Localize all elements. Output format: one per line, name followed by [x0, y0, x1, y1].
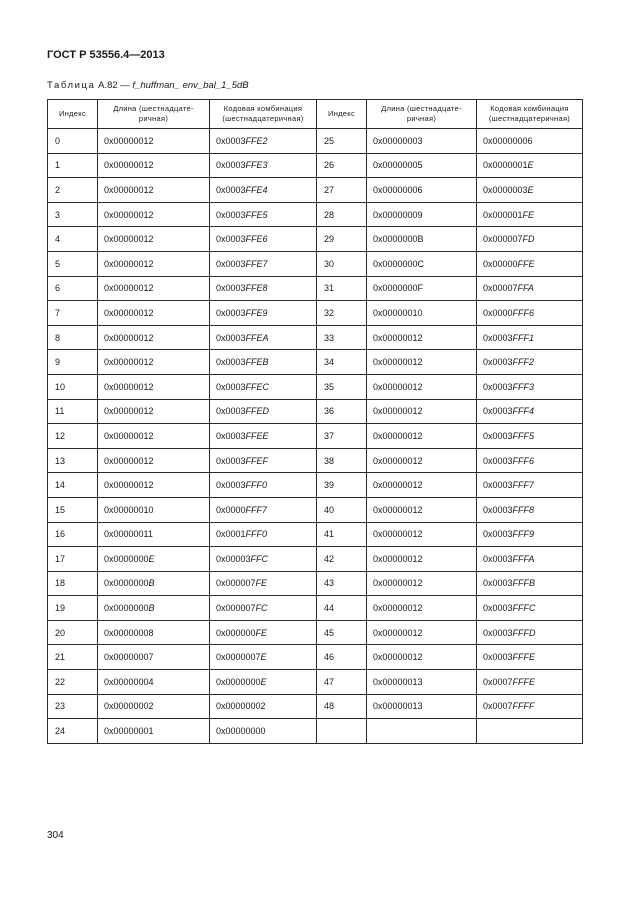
table-row [48, 301, 583, 326]
index-cell: 40 [317, 497, 367, 522]
index-cell: 35 [317, 374, 367, 399]
code-cell [477, 719, 583, 744]
code-prefix: 0x0003 [483, 603, 513, 614]
code-prefix: 0x0007 [483, 676, 513, 687]
code-cell [210, 202, 317, 227]
code-prefix: 0x0003 [216, 160, 246, 171]
code-cell [477, 251, 583, 276]
code-cell [210, 276, 317, 301]
table-row [48, 620, 583, 645]
index-cell: 16 [48, 522, 98, 547]
code-suffix: FFEF [245, 455, 269, 466]
code-suffix: FFF9 [512, 529, 535, 540]
length-cell: 0x00000012 [98, 301, 210, 326]
index-cell: 42 [317, 547, 367, 572]
code-cell [477, 178, 583, 203]
length-cell: 0x00000012 [98, 448, 210, 473]
code-cell [210, 719, 317, 744]
caption-name: f_huffman_ env_bal_1_5dB [132, 80, 249, 91]
table-caption [47, 80, 249, 91]
code-prefix: 0x0003 [483, 357, 513, 368]
code-suffix: E [527, 184, 534, 195]
code-cell [477, 670, 583, 695]
code-prefix: 0x00000006 [483, 135, 533, 146]
code-suffix: FFEB [245, 357, 269, 368]
code-prefix: 0x000007 [483, 234, 523, 245]
code-prefix: 0x0003 [483, 578, 513, 589]
index-cell: 17 [48, 547, 98, 572]
code-cell [210, 178, 317, 203]
index-cell: 29 [317, 227, 367, 252]
length-cell: 0x00000012 [98, 399, 210, 424]
index-cell: 39 [317, 473, 367, 498]
code-cell [477, 694, 583, 719]
index-cell: 43 [317, 571, 367, 596]
index-cell: 46 [317, 645, 367, 670]
document-header: ГОСТ Р 53556.4—2013 [47, 49, 165, 61]
code-cell [210, 694, 317, 719]
index-cell: 28 [317, 202, 367, 227]
code-suffix: FE [522, 209, 535, 220]
code-prefix: 0x000007 [216, 603, 256, 614]
table-header-row [48, 100, 583, 129]
table-row [48, 670, 583, 695]
length-cell: 0x00000010 [98, 497, 210, 522]
code-suffix: FFFA [512, 553, 535, 564]
code-prefix: 0x0003 [216, 406, 246, 417]
code-prefix: 0x0003 [216, 455, 246, 466]
length-cell: 0x00000004 [98, 670, 210, 695]
length-cell: 0x00000012 [98, 473, 210, 498]
code-cell [477, 325, 583, 350]
table-row [48, 497, 583, 522]
code-suffix: FFC [250, 553, 269, 564]
index-cell: 32 [317, 301, 367, 326]
table-row [48, 571, 583, 596]
table-row [48, 399, 583, 424]
table-row [48, 424, 583, 449]
code-prefix: 0x0003 [216, 332, 246, 343]
table-body [48, 129, 583, 744]
code-cell [477, 399, 583, 424]
index-cell: 36 [317, 399, 367, 424]
length-cell: 0x00000012 [367, 547, 477, 572]
index-cell: 15 [48, 497, 98, 522]
code-cell [210, 251, 317, 276]
code-cell [210, 350, 317, 375]
code-cell [477, 497, 583, 522]
table-row [48, 178, 583, 203]
code-suffix: E [527, 160, 534, 171]
code-suffix: E [148, 553, 155, 564]
index-cell: 37 [317, 424, 367, 449]
length-cell: 0x00000003 [367, 129, 477, 154]
length-cell: 0x00000009 [367, 202, 477, 227]
length-cell: 0x00000012 [98, 350, 210, 375]
code-prefix: 0x000000 [216, 627, 256, 638]
length-cell: 0x00000001 [98, 719, 210, 744]
table-row [48, 645, 583, 670]
length-cell: 0x00000012 [367, 424, 477, 449]
code-suffix: FFEA [245, 332, 269, 343]
length-cell: 0x00000012 [367, 522, 477, 547]
index-cell: 11 [48, 399, 98, 424]
length-cell: 0x00000012 [98, 251, 210, 276]
header-index-left: Индекс [48, 100, 98, 129]
page-number: 304 [47, 830, 64, 841]
length-cell: 0x00000002 [98, 694, 210, 719]
code-prefix: 0x00000002 [216, 701, 266, 712]
index-cell: 4 [48, 227, 98, 252]
length-cell: 0x00000012 [98, 178, 210, 203]
code-prefix: 0x0003 [216, 209, 246, 220]
table-row [48, 448, 583, 473]
length-cell: 0x00000005 [367, 153, 477, 178]
index-cell: 12 [48, 424, 98, 449]
code-prefix: 0x0000 [216, 504, 246, 515]
index-cell: 24 [48, 719, 98, 744]
code-prefix: 0x0003 [483, 529, 513, 540]
code-cell [210, 620, 317, 645]
table-row [48, 694, 583, 719]
index-cell: 7 [48, 301, 98, 326]
code-cell [477, 202, 583, 227]
code-suffix: B [148, 578, 155, 589]
code-cell [477, 227, 583, 252]
code-prefix: 0x0003 [483, 430, 513, 441]
table-row [48, 374, 583, 399]
length-cell: 0x0000000C [367, 251, 477, 276]
code-suffix: FFED [245, 406, 270, 417]
code-suffix: FFF0 [245, 480, 268, 491]
index-cell: 3 [48, 202, 98, 227]
table-row [48, 202, 583, 227]
code-cell [477, 596, 583, 621]
length-cell: 0x00000012 [367, 620, 477, 645]
code-prefix: 0x00000 [483, 258, 518, 269]
code-cell [477, 645, 583, 670]
table-row [48, 596, 583, 621]
code-cell [210, 153, 317, 178]
length-cell [98, 547, 210, 572]
code-cell [477, 522, 583, 547]
length-cell: 0x00000012 [367, 325, 477, 350]
code-cell [210, 497, 317, 522]
code-suffix: FE [255, 627, 268, 638]
code-cell [210, 399, 317, 424]
code-prefix: 0x0003 [483, 406, 513, 417]
length-cell: 0x00000012 [367, 596, 477, 621]
code-prefix: 0x0003 [216, 307, 246, 318]
code-prefix: 0x0003 [483, 381, 513, 392]
code-prefix: 0x0003 [483, 627, 513, 638]
code-suffix: FFE7 [245, 258, 268, 269]
code-prefix: 0x00003 [216, 553, 251, 564]
code-suffix: FFF7 [512, 480, 535, 491]
index-cell: 8 [48, 325, 98, 350]
caption-number: А.82 — [98, 80, 130, 91]
index-cell: 25 [317, 129, 367, 154]
code-cell [210, 522, 317, 547]
length-cell: 0x0000000F [367, 276, 477, 301]
code-cell [477, 374, 583, 399]
code-cell [210, 227, 317, 252]
index-cell: 47 [317, 670, 367, 695]
index-cell: 44 [317, 596, 367, 621]
length-cell: 0x00000012 [98, 374, 210, 399]
header-code-right: Кодовая комбинация (шестнадцатеричная) [477, 100, 583, 129]
code-suffix: FFE6 [245, 234, 268, 245]
code-cell [477, 153, 583, 178]
code-suffix: FFE5 [245, 209, 268, 220]
header-index-right: Индекс [317, 100, 367, 129]
code-cell [210, 670, 317, 695]
code-prefix: 0x0003 [216, 135, 246, 146]
length-cell: 0x00000006 [367, 178, 477, 203]
code-prefix: 0x0001 [216, 529, 246, 540]
code-prefix: 0x0003 [216, 480, 246, 491]
code-suffix: FFEC [245, 381, 270, 392]
code-suffix: FFF6 [512, 307, 535, 318]
index-cell: 5 [48, 251, 98, 276]
code-suffix: FFE8 [245, 283, 268, 294]
index-cell: 14 [48, 473, 98, 498]
code-suffix: E [260, 676, 267, 687]
length-cell: 0x00000012 [367, 645, 477, 670]
header-length-left: Длина (шестнадцате-ричная) [98, 100, 210, 129]
code-suffix: FFF8 [512, 504, 535, 515]
code-cell [477, 276, 583, 301]
code-suffix: FFEE [245, 430, 269, 441]
length-cell: 0x00000012 [367, 571, 477, 596]
code-prefix: 0x0007 [483, 701, 513, 712]
code-suffix: FFE4 [245, 184, 268, 195]
index-cell: 20 [48, 620, 98, 645]
table-row [48, 251, 583, 276]
code-cell [210, 645, 317, 670]
code-cell [477, 129, 583, 154]
code-suffix: FFF1 [512, 332, 535, 343]
length-cell: 0x00000012 [367, 374, 477, 399]
table-row [48, 153, 583, 178]
index-cell: 6 [48, 276, 98, 301]
code-cell [210, 424, 317, 449]
code-cell [210, 448, 317, 473]
index-cell: 31 [317, 276, 367, 301]
header-code-left: Кодовая комбинация (шестнадцатеричная) [210, 100, 317, 129]
length-cell: 0x00000012 [98, 153, 210, 178]
length-cell: 0x00000007 [98, 645, 210, 670]
index-cell: 9 [48, 350, 98, 375]
index-cell: 22 [48, 670, 98, 695]
index-cell: 13 [48, 448, 98, 473]
code-cell [210, 571, 317, 596]
code-suffix: FFF4 [512, 406, 535, 417]
code-prefix: 0x000007 [216, 578, 256, 589]
code-suffix: FD [522, 234, 535, 245]
length-cell: 0x00000012 [367, 350, 477, 375]
length-cell: 0x00000013 [367, 694, 477, 719]
code-cell [477, 547, 583, 572]
code-cell [477, 424, 583, 449]
length-cell: 0x00000012 [98, 129, 210, 154]
code-suffix: FFF5 [512, 430, 535, 441]
code-cell [210, 129, 317, 154]
length-cell [367, 719, 477, 744]
table-row [48, 276, 583, 301]
length-cell: 0x0000000B [367, 227, 477, 252]
header-length-right: Длина (шестнадцате-ричная) [367, 100, 477, 129]
code-prefix: 0x0003 [216, 381, 246, 392]
index-cell: 2 [48, 178, 98, 203]
code-prefix: 0x0003 [483, 480, 513, 491]
index-cell: 21 [48, 645, 98, 670]
code-suffix: FFE9 [245, 307, 268, 318]
index-cell: 33 [317, 325, 367, 350]
length-cell: 0x00000010 [367, 301, 477, 326]
code-prefix: 0x0003 [216, 234, 246, 245]
code-suffix: FFF6 [512, 455, 535, 466]
code-prefix: 0x0000007 [216, 652, 261, 663]
code-cell [477, 301, 583, 326]
code-suffix: FFFC [512, 603, 536, 614]
index-cell [317, 719, 367, 744]
caption-label: Таблица [47, 80, 96, 91]
code-suffix: FFFB [512, 578, 536, 589]
length-cell: 0x00000012 [98, 227, 210, 252]
index-cell: 18 [48, 571, 98, 596]
index-cell: 19 [48, 596, 98, 621]
code-cell [210, 325, 317, 350]
length-cell: 0x00000012 [367, 399, 477, 424]
code-cell [477, 473, 583, 498]
huffman-table [47, 99, 583, 744]
index-cell: 26 [317, 153, 367, 178]
code-prefix: 0x0000000 [104, 603, 149, 614]
code-cell [477, 448, 583, 473]
code-suffix: FFFD [512, 627, 536, 638]
index-cell: 0 [48, 129, 98, 154]
code-prefix: 0x0000000 [104, 553, 149, 564]
length-cell: 0x00000012 [98, 276, 210, 301]
table-row [48, 473, 583, 498]
code-prefix: 0x00000000 [216, 726, 266, 737]
length-cell: 0x00000012 [98, 424, 210, 449]
table-row [48, 227, 583, 252]
code-suffix: FFF3 [512, 381, 535, 392]
table-row [48, 547, 583, 572]
code-cell [210, 473, 317, 498]
code-prefix: 0x0003 [216, 184, 246, 195]
length-cell: 0x00000012 [98, 202, 210, 227]
code-prefix: 0x000001 [483, 209, 523, 220]
index-cell: 27 [317, 178, 367, 203]
index-cell: 38 [317, 448, 367, 473]
length-cell: 0x00000012 [98, 325, 210, 350]
code-suffix: B [148, 603, 155, 614]
code-cell [210, 301, 317, 326]
code-cell [477, 620, 583, 645]
code-prefix: 0x0003 [216, 258, 246, 269]
code-cell [210, 547, 317, 572]
length-cell [98, 571, 210, 596]
code-cell [210, 596, 317, 621]
code-prefix: 0x0003 [483, 332, 513, 343]
code-suffix: FFE3 [245, 160, 268, 171]
index-cell: 45 [317, 620, 367, 645]
length-cell: 0x00000013 [367, 670, 477, 695]
code-suffix: FE [255, 578, 268, 589]
index-cell: 10 [48, 374, 98, 399]
code-prefix: 0x0000001 [483, 160, 528, 171]
index-cell: 23 [48, 694, 98, 719]
code-prefix: 0x0003 [216, 430, 246, 441]
table-row [48, 350, 583, 375]
code-prefix: 0x0003 [483, 455, 513, 466]
code-prefix: 0x0003 [216, 283, 246, 294]
code-suffix: FFFE [512, 652, 536, 663]
code-suffix: FFA [517, 283, 534, 294]
code-suffix: FFF0 [245, 529, 268, 540]
code-prefix: 0x0000003 [483, 184, 528, 195]
length-cell: 0x00000012 [367, 497, 477, 522]
index-cell: 34 [317, 350, 367, 375]
length-cell: 0x00000012 [367, 448, 477, 473]
code-prefix: 0x0003 [483, 652, 513, 663]
code-prefix: 0x0003 [216, 357, 246, 368]
table-row [48, 325, 583, 350]
code-suffix: FFF2 [512, 357, 535, 368]
code-cell [477, 571, 583, 596]
length-cell: 0x00000012 [367, 473, 477, 498]
length-cell: 0x00000008 [98, 620, 210, 645]
length-cell: 0x00000011 [98, 522, 210, 547]
code-prefix: 0x0003 [483, 553, 513, 564]
code-suffix: FFFF [512, 701, 535, 712]
code-cell [477, 350, 583, 375]
table-row [48, 129, 583, 154]
code-prefix: 0x0003 [483, 504, 513, 515]
index-cell: 30 [317, 251, 367, 276]
code-suffix: FC [255, 603, 268, 614]
table-row [48, 719, 583, 744]
index-cell: 48 [317, 694, 367, 719]
code-suffix: FFFE [512, 676, 536, 687]
index-cell: 41 [317, 522, 367, 547]
code-prefix: 0x00007 [483, 283, 518, 294]
code-suffix: FFE2 [245, 135, 268, 146]
code-prefix: 0x0000 [483, 307, 513, 318]
code-prefix: 0x0000000 [104, 578, 149, 589]
length-cell [98, 596, 210, 621]
code-cell [210, 374, 317, 399]
code-suffix: FFF7 [245, 504, 268, 515]
table-row [48, 522, 583, 547]
index-cell: 1 [48, 153, 98, 178]
code-suffix: E [260, 652, 267, 663]
code-suffix: FFE [517, 258, 535, 269]
code-prefix: 0x0000000 [216, 676, 261, 687]
